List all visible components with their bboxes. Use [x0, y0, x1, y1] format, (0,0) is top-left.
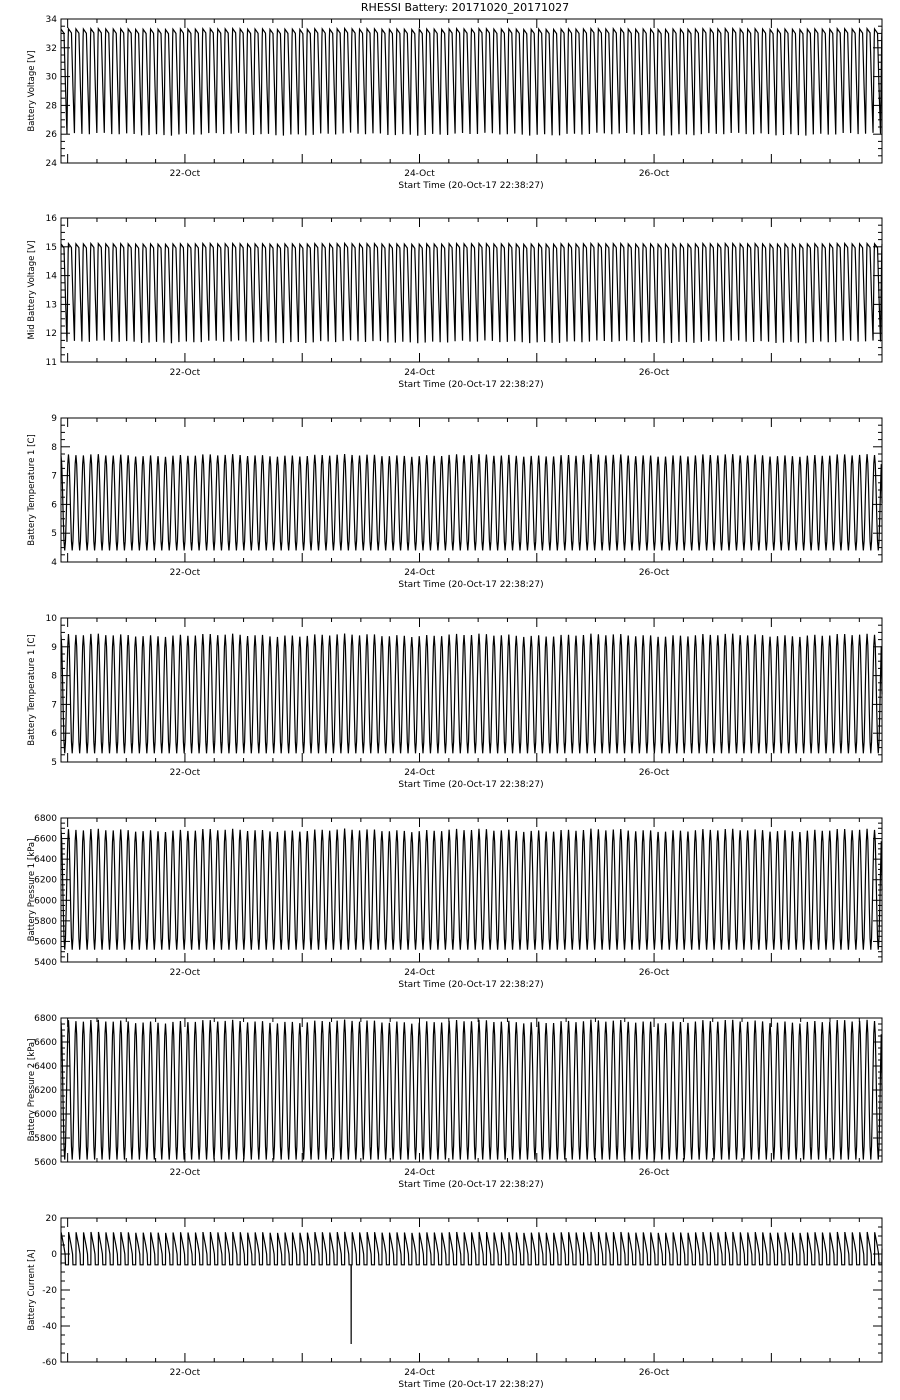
- y-tick-label: 5400: [34, 958, 57, 968]
- y-tick-label: 5600: [34, 1158, 57, 1168]
- y-axis-label: Battery Voltage [V]: [27, 50, 37, 132]
- x-tick-label: 22-Oct: [169, 1368, 201, 1378]
- y-axis-label: Battery Pressure 1 [kPa]: [27, 838, 37, 942]
- y-tick-label: -60: [42, 1358, 57, 1368]
- x-tick-label: 26-Oct: [638, 768, 670, 778]
- y-tick-label: 5800: [34, 1134, 57, 1144]
- y-tick-label: 15: [45, 242, 57, 253]
- x-axis-label: Start Time (20-Oct-17 22:38:27): [398, 380, 544, 390]
- x-tick-label: 24-Oct: [404, 768, 435, 778]
- x-tick-label: 24-Oct: [404, 169, 435, 179]
- y-tick-label: 8: [51, 671, 57, 682]
- y-tick-label: -20: [42, 1286, 57, 1296]
- y-tick-label: 5600: [34, 937, 57, 948]
- x-axis-label: Start Time (20-Oct-17 22:38:27): [398, 1380, 544, 1390]
- panel-3: [27, 414, 882, 590]
- y-tick-label: 6200: [34, 1086, 57, 1096]
- x-tick-label: 24-Oct: [404, 1168, 435, 1178]
- y-axis-label: Mid Battery Voltage [V]: [27, 240, 37, 340]
- y-tick-label: 14: [45, 271, 57, 282]
- plot-frame: [61, 418, 882, 562]
- plot-frame: [61, 1018, 882, 1162]
- y-tick-label: 7: [51, 471, 57, 482]
- plot-frame: [61, 818, 882, 962]
- x-tick-label: 22-Oct: [169, 368, 201, 378]
- y-tick-label: 13: [45, 300, 57, 311]
- x-tick-label: 22-Oct: [169, 169, 201, 179]
- y-tick-label: 6600: [34, 834, 57, 845]
- panel-5: [27, 814, 882, 990]
- x-tick-label: 26-Oct: [638, 568, 670, 578]
- y-tick-label: 9: [51, 414, 57, 424]
- y-tick-label: 8: [51, 442, 57, 453]
- y-tick-label: 9: [51, 642, 57, 653]
- y-tick-label: 24: [45, 159, 57, 169]
- y-tick-label: 16: [45, 214, 57, 224]
- y-tick-label: 32: [45, 43, 57, 54]
- y-tick-label: 6800: [34, 1014, 57, 1024]
- x-axis-label: Start Time (20-Oct-17 22:38:27): [398, 980, 544, 990]
- y-axis-label: Battery Current [A]: [27, 1249, 37, 1331]
- y-tick-label: 6000: [34, 1110, 57, 1120]
- panel-6: [27, 1014, 882, 1190]
- y-tick-label: 28: [45, 101, 57, 112]
- x-tick-label: 22-Oct: [169, 568, 201, 578]
- x-tick-label: 24-Oct: [404, 1368, 435, 1378]
- y-tick-label: 26: [45, 130, 57, 141]
- y-tick-label: 6600: [34, 1038, 57, 1048]
- x-tick-label: 22-Oct: [169, 1168, 201, 1178]
- y-tick-label: 10: [45, 614, 57, 624]
- series-line: [61, 29, 882, 136]
- x-tick-label: 26-Oct: [638, 169, 670, 179]
- x-axis-label: Start Time (20-Oct-17 22:38:27): [398, 580, 544, 590]
- x-tick-label: 24-Oct: [404, 968, 435, 978]
- y-tick-label: 5: [51, 758, 57, 768]
- y-tick-label: 5: [51, 529, 57, 540]
- series-line: [61, 1232, 882, 1344]
- series-line: [61, 454, 882, 550]
- panel-4: [27, 614, 882, 790]
- y-tick-label: 34: [45, 15, 57, 25]
- x-tick-label: 24-Oct: [404, 568, 435, 578]
- y-tick-label: 6200: [34, 875, 57, 886]
- y-tick-label: 4: [51, 558, 57, 568]
- y-tick-label: 5800: [34, 916, 57, 927]
- panel-1: [27, 15, 882, 191]
- series-line: [61, 243, 882, 343]
- x-axis-label: Start Time (20-Oct-17 22:38:27): [398, 1180, 544, 1190]
- x-axis-label: Start Time (20-Oct-17 22:38:27): [398, 780, 544, 790]
- panel-2: [27, 214, 882, 390]
- x-tick-label: 26-Oct: [638, 1368, 670, 1378]
- y-axis-label: Battery Pressure 2 [kPa]: [27, 1038, 37, 1142]
- x-tick-label: 26-Oct: [638, 368, 670, 378]
- y-tick-label: 6400: [34, 855, 57, 866]
- y-tick-label: 20: [45, 1214, 57, 1224]
- y-tick-label: 0: [51, 1250, 57, 1260]
- x-tick-label: 26-Oct: [638, 1168, 670, 1178]
- y-tick-label: 6: [51, 500, 57, 511]
- y-tick-label: 6800: [34, 814, 57, 824]
- y-tick-label: 12: [45, 329, 57, 340]
- series-line: [61, 829, 882, 950]
- y-tick-label: 6400: [34, 1062, 57, 1072]
- y-tick-label: 7: [51, 700, 57, 711]
- figure-title: RHESSI Battery: 20171020_20171027: [360, 1, 570, 14]
- y-tick-label: 6000: [34, 896, 57, 907]
- y-tick-label: -40: [42, 1322, 57, 1332]
- x-tick-label: 24-Oct: [404, 368, 435, 378]
- x-tick-label: 26-Oct: [638, 968, 670, 978]
- y-axis-label: Battery Temperature 1 [C]: [27, 634, 37, 746]
- y-tick-label: 11: [45, 358, 57, 368]
- panel-7: [27, 1214, 882, 1390]
- x-axis-label: Start Time (20-Oct-17 22:38:27): [398, 181, 544, 191]
- x-tick-label: 22-Oct: [169, 768, 201, 778]
- x-tick-label: 22-Oct: [169, 968, 201, 978]
- series-line: [61, 1020, 882, 1160]
- y-tick-label: 6: [51, 729, 57, 740]
- y-tick-label: 30: [45, 72, 57, 83]
- y-axis-label: Battery Temperature 1 [C]: [27, 434, 37, 546]
- series-line: [61, 634, 882, 754]
